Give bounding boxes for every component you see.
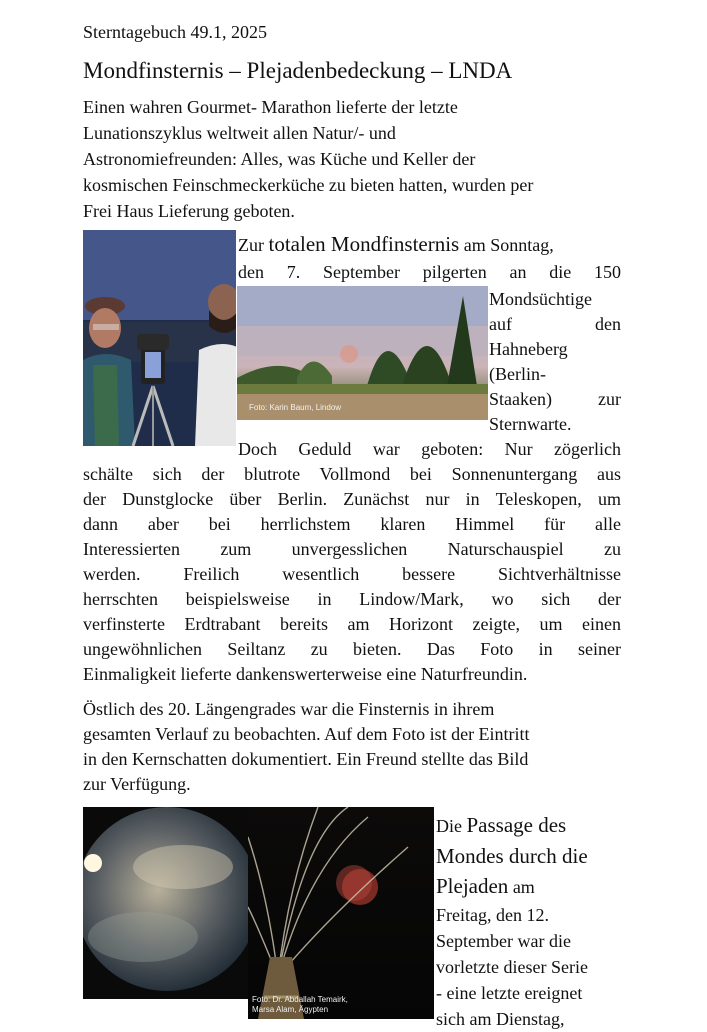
body-line: herrschten beispielsweise in Lindow/Mark, wo sich der	[83, 589, 621, 609]
page-header: Sterntagebuch 49.1, 2025	[83, 22, 267, 42]
pleiades-line	[436, 871, 636, 902]
east-line: in den Kernschatten dokumentiert. Ein Freund stellte das Bild	[83, 749, 529, 769]
intro-line: Astronomiefreunden: Alles, was Küche und Keller der	[83, 149, 476, 169]
east-line: zur Verfügung.	[83, 774, 191, 794]
body-line: werden. Freilich wesentlich bessere Sichtverhältnisse	[83, 564, 621, 584]
eclipse-side-text	[489, 287, 621, 437]
body-line: Einmaligkeit lieferte dankenswerterweise eine Naturfreundin.	[83, 664, 528, 684]
intro-line: Lunationszyklus weltweit allen Natur/- und	[83, 123, 396, 143]
caption-line: Foto: Dr. Abdallah Temairk,	[252, 995, 348, 1004]
observers-illustration	[83, 230, 236, 446]
side-line: Hahneberg	[489, 339, 568, 359]
pleiades-line: - eine letzte ereignet	[436, 983, 583, 1003]
page-title: Mondfinsternis – Plejadenbedeckung – LNDA	[83, 58, 513, 83]
side-line: Mondsüchtige	[489, 289, 592, 309]
body-line: Doch Geduld war geboten: Nur zögerlich	[238, 439, 621, 459]
pleiades-line: Mondes durch die	[436, 844, 588, 868]
photo-caption-karin-baum: Foto: Karin Baum, Lindow	[249, 403, 342, 412]
east-paragraph	[83, 697, 623, 797]
pleiades-paragraph	[436, 810, 636, 1032]
body-line: verfinsterte Erdtrabant bereits am Horizont zeigte, um einen	[83, 614, 621, 634]
eclipse-heading-line	[238, 232, 621, 258]
pleiades-line: Freitag, den 12.	[436, 905, 549, 925]
body-line: Interessierten zum unvergesslichen Naturschauspiel zu	[83, 539, 621, 559]
intro-line: Einen wahren Gourmet- Marathon lieferte der letzte	[83, 97, 458, 117]
eclipse-line-2: den 7. September pilgerten an die 150	[238, 262, 621, 282]
body-line: ungewöhnlichen Seiltanz zu bieten. Das Foto in seiner	[83, 639, 621, 659]
body-line: der Dunstglocke über Berlin. Zunächst nur in Teleskopen, um	[83, 489, 621, 509]
intro-paragraph	[83, 94, 623, 224]
telescope-view-illustration	[83, 807, 248, 999]
eclipse-body-paragraph	[83, 437, 621, 687]
pleiades-line: vorletzte dieser Serie	[436, 957, 588, 977]
side-line: Sternwarte.	[489, 414, 572, 434]
pleiades-prefix: Die	[436, 816, 467, 836]
side-line: Staaken) zur	[489, 389, 621, 409]
photo-eclipse-marsa-alam	[248, 807, 434, 1019]
side-line: auf den	[489, 314, 621, 334]
photo-blood-moon-lindow	[237, 286, 488, 420]
photo-eclipse-telescope-view	[83, 807, 248, 999]
intro-line: Frei Haus Lieferung geboten.	[83, 201, 295, 221]
pleiades-highlight: Passage des	[466, 813, 567, 837]
body-line: schälte sich der blutrote Vollmond bei Sonnenuntergang aus	[83, 464, 621, 484]
moon-field-illustration	[237, 286, 488, 420]
caption-line: Marsa Alam, Ägypten	[252, 1005, 329, 1014]
pleiades-highlight: Plejaden	[436, 874, 509, 898]
photo-observers-telescope	[83, 230, 236, 446]
east-line: Östlich des 20. Längengrades war die Finsternis in ihrem	[83, 699, 495, 719]
eclipse-prefix: Zur	[238, 235, 269, 255]
photo-caption-temairk	[252, 995, 348, 1015]
pleiades-line: sich am Dienstag,	[436, 1009, 565, 1029]
intro-line: kosmischen Feinschmeckerküche zu bieten hatten, wurden per	[83, 175, 534, 195]
pleiades-suffix: am	[508, 877, 535, 897]
palm-moon-illustration	[248, 807, 434, 1019]
eclipse-highlight: totalen Mondfinsternis	[268, 232, 460, 256]
east-line: gesamten Verlauf zu beobachten. Auf dem Foto ist der Eintritt	[83, 724, 530, 744]
pleiades-line: September war die	[436, 931, 571, 951]
body-line: dann aber bei herrlichstem klaren Himmel für alle	[83, 514, 621, 534]
pleiades-line	[436, 810, 636, 841]
side-line: (Berlin-	[489, 364, 546, 384]
eclipse-suffix: am Sonntag,	[459, 235, 554, 255]
